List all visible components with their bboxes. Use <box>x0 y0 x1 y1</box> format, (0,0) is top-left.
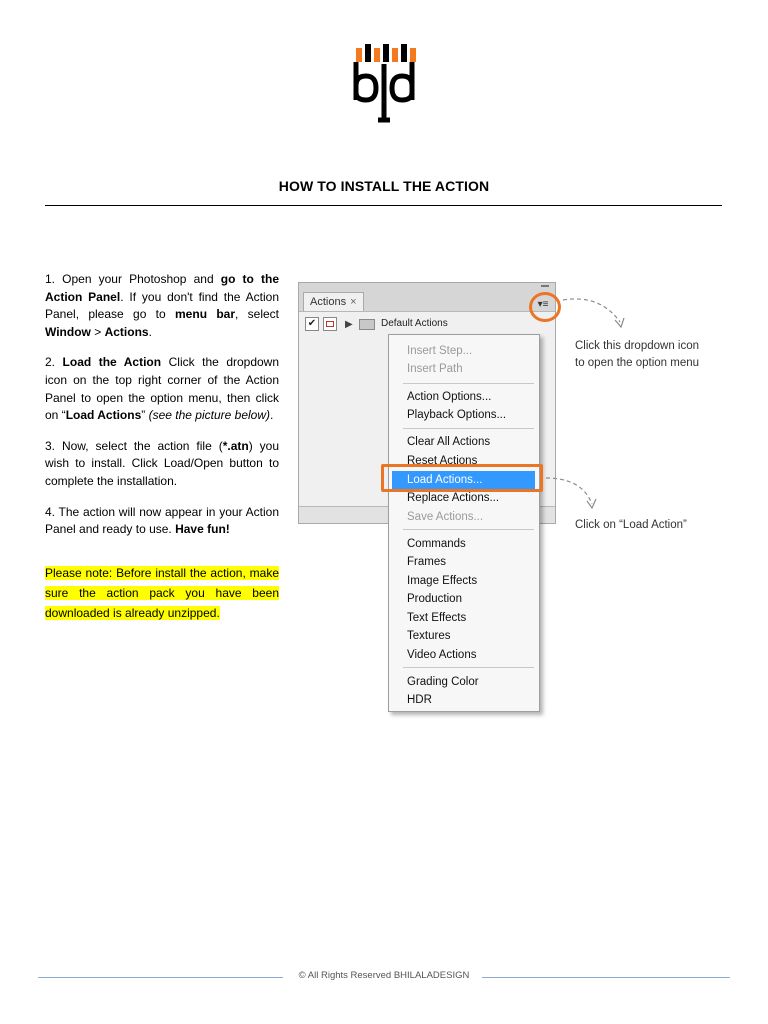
menu-separator <box>403 529 534 530</box>
step-1-bold-actions: Actions <box>104 324 149 339</box>
panel-tab-bar <box>299 283 555 312</box>
step-2 <box>45 354 279 424</box>
menu-item-replace-actions[interactable]: Replace Actions... <box>407 492 500 504</box>
menu-item-insert-step[interactable]: Insert Step... <box>407 345 473 357</box>
dropdown-annotation-line: to open the option menu <box>575 357 700 369</box>
menu-item-save-actions[interactable]: Save Actions... <box>407 511 484 523</box>
checkmark-icon[interactable]: ✔ <box>305 317 319 331</box>
step-2-bold-load-actions: Load Actions <box>65 408 142 423</box>
step-3 <box>45 438 279 491</box>
step-1-text: , select <box>235 307 280 322</box>
step-4-text: 4. The action will now appear in your Action Panel and ready to use. <box>45 504 279 537</box>
menu-item-text-effects[interactable]: Text Effects <box>407 612 467 624</box>
step-2-italic-note: (see the picture below) <box>148 408 270 423</box>
folder-icon <box>359 319 375 330</box>
menu-item-video-actions[interactable]: Video Actions <box>407 649 477 661</box>
highlighted-note: Please note: Before install the action, make sure the action pack you have been downloaded is already unzipped. <box>45 565 279 620</box>
actions-option-menu <box>388 334 540 712</box>
menu-separator <box>403 383 534 384</box>
menu-item-frames[interactable]: Frames <box>407 556 446 568</box>
menu-item-production[interactable]: Production <box>407 593 462 605</box>
step-2-text: . <box>270 408 274 423</box>
action-set-name: Default Actions <box>381 318 448 329</box>
step-1 <box>45 271 279 341</box>
menu-item-grading-color[interactable]: Grading Color <box>407 676 479 688</box>
menu-item-load-actions[interactable]: Load Actions... <box>407 474 483 486</box>
step-1-text: > <box>90 324 105 339</box>
menu-item-reset-actions[interactable]: Reset Actions <box>407 455 478 467</box>
step-2-bold-load-action: Load the Action <box>62 355 162 370</box>
menu-item-action-options[interactable]: Action Options... <box>407 391 492 403</box>
action-set-row[interactable] <box>303 316 551 332</box>
panel-minimize-icon[interactable] <box>541 285 549 287</box>
tab-actions[interactable] <box>303 292 364 311</box>
step-1-bold-window: Window <box>45 324 91 339</box>
title-divider <box>45 205 722 206</box>
page-title: HOW TO INSTALL THE ACTION <box>278 178 490 194</box>
menu-item-playback-options[interactable]: Playback Options... <box>407 409 507 421</box>
step-4 <box>45 504 279 539</box>
panel-menu-dropdown-icon[interactable]: ▾≡ <box>537 299 549 310</box>
menu-item-image-effects[interactable]: Image Effects <box>407 575 478 587</box>
close-icon[interactable]: × <box>350 296 357 308</box>
step-3-text: 3. Now, select the action file ( <box>45 438 223 453</box>
menu-separator <box>403 667 534 668</box>
step-2-text: Click the dropdown icon on the top right corner of the Action Panel to open the option menu, then click on “ <box>45 355 280 423</box>
menu-item-insert-path[interactable]: Insert Path <box>407 363 463 375</box>
dropdown-highlight-circle <box>529 292 561 322</box>
load-action-annotation: Click on “Load Action” <box>575 519 687 531</box>
step-4-bold-have-fun: Have fun! <box>175 522 230 537</box>
tab-actions-label: Actions <box>310 296 347 308</box>
menu-item-clear-all-actions[interactable]: Clear All Actions <box>407 436 491 448</box>
bhilala-design-logo <box>348 42 420 126</box>
note-paragraph <box>45 563 279 623</box>
footer-copyright: © All Rights Reserved BHILALADESIGN <box>295 970 474 981</box>
step-1-text: 1. Open your Photoshop and <box>45 272 221 286</box>
dialog-toggle-icon[interactable] <box>323 317 337 331</box>
menu-separator <box>403 428 534 429</box>
instructions <box>45 271 279 636</box>
expand-triangle-icon[interactable]: ▶ <box>345 319 353 330</box>
step-1-text: . If you don't find the Action Panel, please go to <box>45 289 280 322</box>
load-actions-highlight-box <box>381 464 543 492</box>
load-arrow-head <box>587 499 596 508</box>
dropdown-annotation <box>575 338 699 372</box>
step-1-bold-menu-bar: menu bar <box>175 307 236 322</box>
dropdown-annotation-line: Click this dropdown icon <box>575 340 700 352</box>
menu-item-textures[interactable]: Textures <box>407 630 451 642</box>
step-3-bold-atn: *.atn <box>222 438 249 453</box>
step-1-bold-action-panel: go to the Action Panel <box>45 272 280 304</box>
dropdown-arrow-curve <box>563 299 620 322</box>
footer <box>0 970 768 981</box>
step-2-text: ” <box>141 408 149 423</box>
menu-item-hdr[interactable]: HDR <box>407 694 432 706</box>
step-2-text: 2. <box>45 355 63 370</box>
step-1-text: . <box>148 324 152 339</box>
step-3-text: ) you wish to install. Click Load/Open button to complete the installation. <box>45 438 279 488</box>
dropdown-arrow-head <box>615 318 624 327</box>
menu-item-commands[interactable]: Commands <box>407 538 466 550</box>
